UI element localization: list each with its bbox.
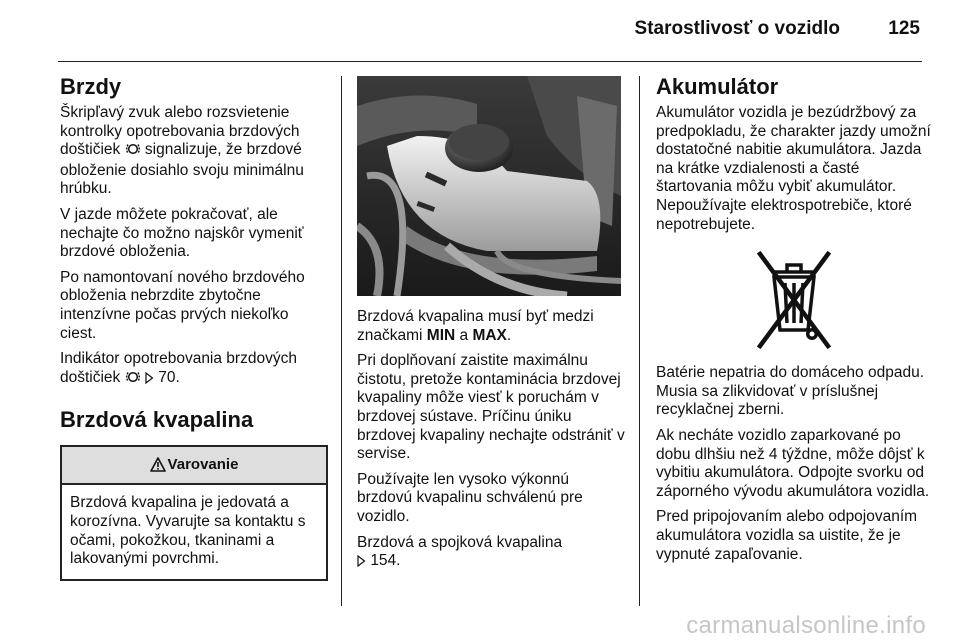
text-run: Škripľavý zvuk alebo rozsvietenie kontrolky opotrebovania brzdových doštičiek	[60, 104, 300, 159]
paragraph	[60, 350, 328, 389]
text-run: a	[455, 326, 473, 344]
header-divider	[58, 61, 922, 62]
paragraph	[60, 104, 328, 199]
page-reference-link[interactable]: 154.	[370, 552, 401, 570]
paragraph: Batérie nepatria do domáceho odpadu. Musia sa zlikvidovať v príslušnej recyklačnej zberni.	[656, 364, 925, 419]
paragraph: V jazde môžete pokračovať, ale nechajte čo možno najskôr vymeniť brzdové obloženia.	[60, 205, 304, 261]
paragraph: Pri doplňovaní zaistite maximálnu čistotu, pretože kontaminácia brzdovej kvapaliny môže viesť k poruchám v brzdovej sústave. Príčinu úniku brzdovej kvapaliny nechajte odstrániť v servise.	[357, 352, 625, 463]
paragraph: Ak necháte vozidlo zaparkované po dobu dlhšiu než 4 týždne, môže dôjsť k vybitiu akumulátora. Odpojte svorku od záporného vývodu akumulátora vozidla.	[656, 426, 930, 500]
brake-pad-wear-icon	[125, 142, 141, 162]
paragraph: Používajte len vysoko výkonnú brzdovú kvapalinu schválenú pre vozidlo.	[357, 470, 583, 525]
warning-triangle-icon	[150, 450, 166, 486]
paragraph: Akumulátor vozidla je bezúdržbový za predpokladu, že charakter jazdy umožní dostatočné nabitie akumulátora. Jazda na krátke vzdialenosti a časté štartovania môžu vybiť akumulátor. Nepoužívajte elektrospotrebiče, ktoré nepotrebujete.	[656, 104, 931, 233]
column-divider-1	[341, 76, 342, 606]
brake-fluid-reservoir-photo	[357, 76, 621, 296]
warning-text: Brzdová kvapalina je jedovatá a korozívna. Vyvarujte sa kontaktu s očami, pokožkou, tkaninami a lakovanými povrchmi.	[70, 494, 306, 568]
brake-pad-wear-icon	[125, 370, 141, 390]
crossed-out-bin-icon	[754, 250, 834, 350]
text-run: Brzdová kvapalina musí byť medzi značkami	[357, 308, 594, 344]
watermark: carmanualsonline.info	[686, 612, 926, 639]
paragraph	[357, 308, 627, 345]
text-run: .	[506, 326, 512, 344]
min-marker-label: MIN	[426, 326, 456, 344]
text-run: signalizuje, že brzdové obloženie dosiahlo svoju minimálnu hrúbku.	[60, 141, 304, 198]
section-title-brakes: Brzdy	[60, 74, 122, 99]
text-run: Brzdová a spojková kvapalina	[357, 533, 563, 551]
column-left	[60, 68, 328, 581]
section-title-brake-fluid: Brzdová kvapalina	[60, 407, 254, 433]
page-header-title: Starostlivosť o vozidlo	[634, 18, 840, 39]
section-title-battery: Akumulátor	[656, 74, 779, 99]
max-marker-label: MAX	[472, 326, 507, 344]
paragraph	[357, 534, 627, 573]
warning-box	[60, 445, 328, 580]
page-reference-arrow-icon	[357, 554, 366, 573]
page-reference-link[interactable]: 70.	[158, 368, 180, 386]
warning-heading-label: Varovanie	[167, 456, 239, 474]
text-run: Indikátor opotrebovania brzdových doštičiek	[60, 350, 297, 386]
column-divider-2	[639, 76, 640, 606]
paragraph: Pred pripojovaním alebo odpojovaním akumulátora vozidla sa uistite, že je vypnuté zapaľovanie.	[656, 508, 918, 563]
warning-heading	[62, 447, 326, 485]
paragraph: Po namontovaní nového brzdového obloženia nebrzdite zbytočne intenzívne počas prvých niekoľko ciest.	[60, 268, 305, 342]
page-reference-arrow-icon	[145, 371, 154, 390]
column-right	[656, 68, 932, 571]
column-middle	[357, 68, 627, 580]
page-number: 125	[888, 18, 920, 39]
